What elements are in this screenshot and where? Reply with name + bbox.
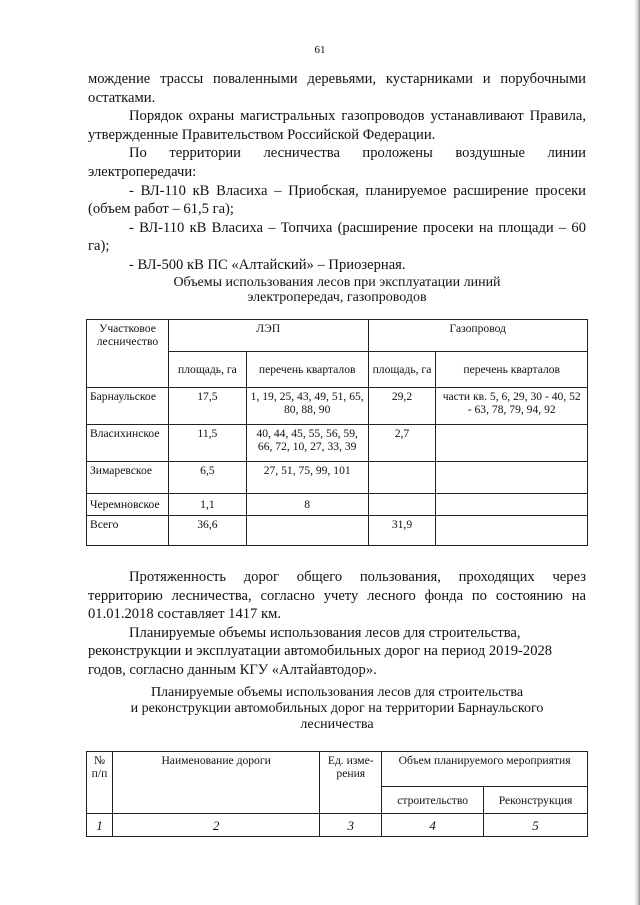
paragraph-continuation: мождение трассы поваленными деревьями, кустарниками и порубочными остатками. (88, 71, 586, 106)
table2-caption-line: лесничества (300, 717, 374, 732)
paragraph-gas-rules: Порядок охраны магистральных газопроводов устанавливают Правила, утвержденные Правительством Российской Федерации. (88, 108, 586, 143)
cell-gas-quarters (436, 425, 588, 462)
col-number: 4 (382, 814, 484, 837)
cell-district: Черемновское (87, 494, 169, 516)
header-lep-area: площадь, га (168, 352, 246, 388)
table-row (87, 462, 588, 494)
table-row-total (87, 516, 588, 546)
cell-lep-quarters: 27, 51, 75, 99, 101 (246, 462, 368, 494)
cell-district: Барнаульское (87, 388, 169, 425)
cell-gas-quarters: части кв. 5, 6, 29, 30 - 40, 52 - 63, 78, 79, 94, 92 (436, 388, 588, 425)
col-number: 3 (320, 814, 382, 837)
cell-gas-quarters (436, 462, 588, 494)
table-power-gas-usage (86, 319, 588, 546)
cell-lep-quarters: 40, 44, 45, 55, 56, 59, 66, 72, 10, 27, 33, 39 (246, 425, 368, 462)
cell-lep-area: 17,5 (168, 388, 246, 425)
col-number: 5 (484, 814, 588, 837)
header-planned-volume: Объем планируемого мероприятия (382, 752, 588, 787)
cell-lep-area: 11,5 (168, 425, 246, 462)
col-number: 1 (87, 814, 113, 837)
paragraph-power-lines: По территории лесничества проложены воздушные линии электропередачи: (88, 145, 586, 180)
cell-gas-area (368, 462, 436, 494)
header-reconstruction: Реконструкция (484, 787, 588, 814)
list-item-line-3: - ВЛ-500 кВ ПС «Алтайский» – Приозерная. (129, 256, 406, 273)
col-number: 2 (112, 814, 319, 837)
table1-caption-line: электропередач, газопроводов (247, 290, 427, 305)
header-gas-quarters: перечень кварталов (436, 352, 588, 388)
header-construction: строительство (382, 787, 484, 814)
cell-lep-area: 6,5 (168, 462, 246, 494)
table-row (87, 388, 588, 425)
text-block-top (88, 70, 586, 275)
header-gas-area: площадь, га (368, 352, 436, 388)
header-unit: Ед. изме-рения (320, 752, 382, 814)
table1-caption-line: Объемы использования лесов при эксплуатации линий (173, 275, 501, 290)
cell-lep-area: 1,1 (168, 494, 246, 516)
list-item-line-2: - ВЛ-110 кВ Власиха – Топчиха (расширение просеки на площади – 60 га); (88, 219, 586, 255)
cell-gas-quarters (436, 516, 588, 546)
cell-gas-quarters (436, 494, 588, 516)
cell-lep-area: 36,6 (168, 516, 246, 546)
header-district: Участковое лесничество (87, 320, 169, 388)
cell-district: Всего (87, 516, 169, 546)
table2-caption-line: и реконструкции автомобильных дорог на территории Барнаульского (130, 701, 544, 716)
table1-caption (88, 275, 586, 305)
cell-gas-area: 31,9 (368, 516, 436, 546)
cell-district: Зимаревское (87, 462, 169, 494)
page-edge-shadow (634, 0, 640, 905)
cell-gas-area: 2,7 (368, 425, 436, 462)
table2-caption (88, 685, 586, 733)
paragraph-road-plans: Планируемые объемы использования лесов для строительства, реконструкции и эксплуатации автомобильных дорог на период 2019-2028 годов, согласно данным КГУ «Алтайавтодор». (88, 624, 553, 678)
cell-gas-area (368, 494, 436, 516)
text-block-mid (88, 568, 586, 680)
paragraph-road-length: Протяженность дорог общего пользования, проходящих через территорию лесничества, согласно учету лесного фонда по состоянию на 01.01.2018 составляет 1417 км. (88, 569, 586, 623)
cell-lep-quarters: 1, 19, 25, 43, 49, 51, 65, 80, 88, 90 (246, 388, 368, 425)
cell-lep-quarters: 8 (246, 494, 368, 516)
table-row-col-numbers (87, 814, 588, 837)
header-lep: ЛЭП (168, 320, 368, 352)
table-row (87, 494, 588, 516)
list-item-line-1: - ВЛ-110 кВ Власиха – Приобская, планируемое расширение просеки (объем работ – 61,5 га); (88, 182, 586, 218)
header-num: № п/п (87, 752, 113, 814)
header-road-name: Наименование дороги (112, 752, 319, 814)
table-row (87, 425, 588, 462)
cell-lep-quarters (246, 516, 368, 546)
header-lep-quarters: перечень кварталов (246, 352, 368, 388)
table2-caption-line: Планируемые объемы использования лесов для строительства (150, 685, 524, 700)
cell-district: Власихинское (87, 425, 169, 462)
page-number: 61 (314, 44, 326, 56)
table-road-usage (86, 751, 588, 837)
header-gas: Газопровод (368, 320, 587, 352)
cell-gas-area: 29,2 (368, 388, 436, 425)
